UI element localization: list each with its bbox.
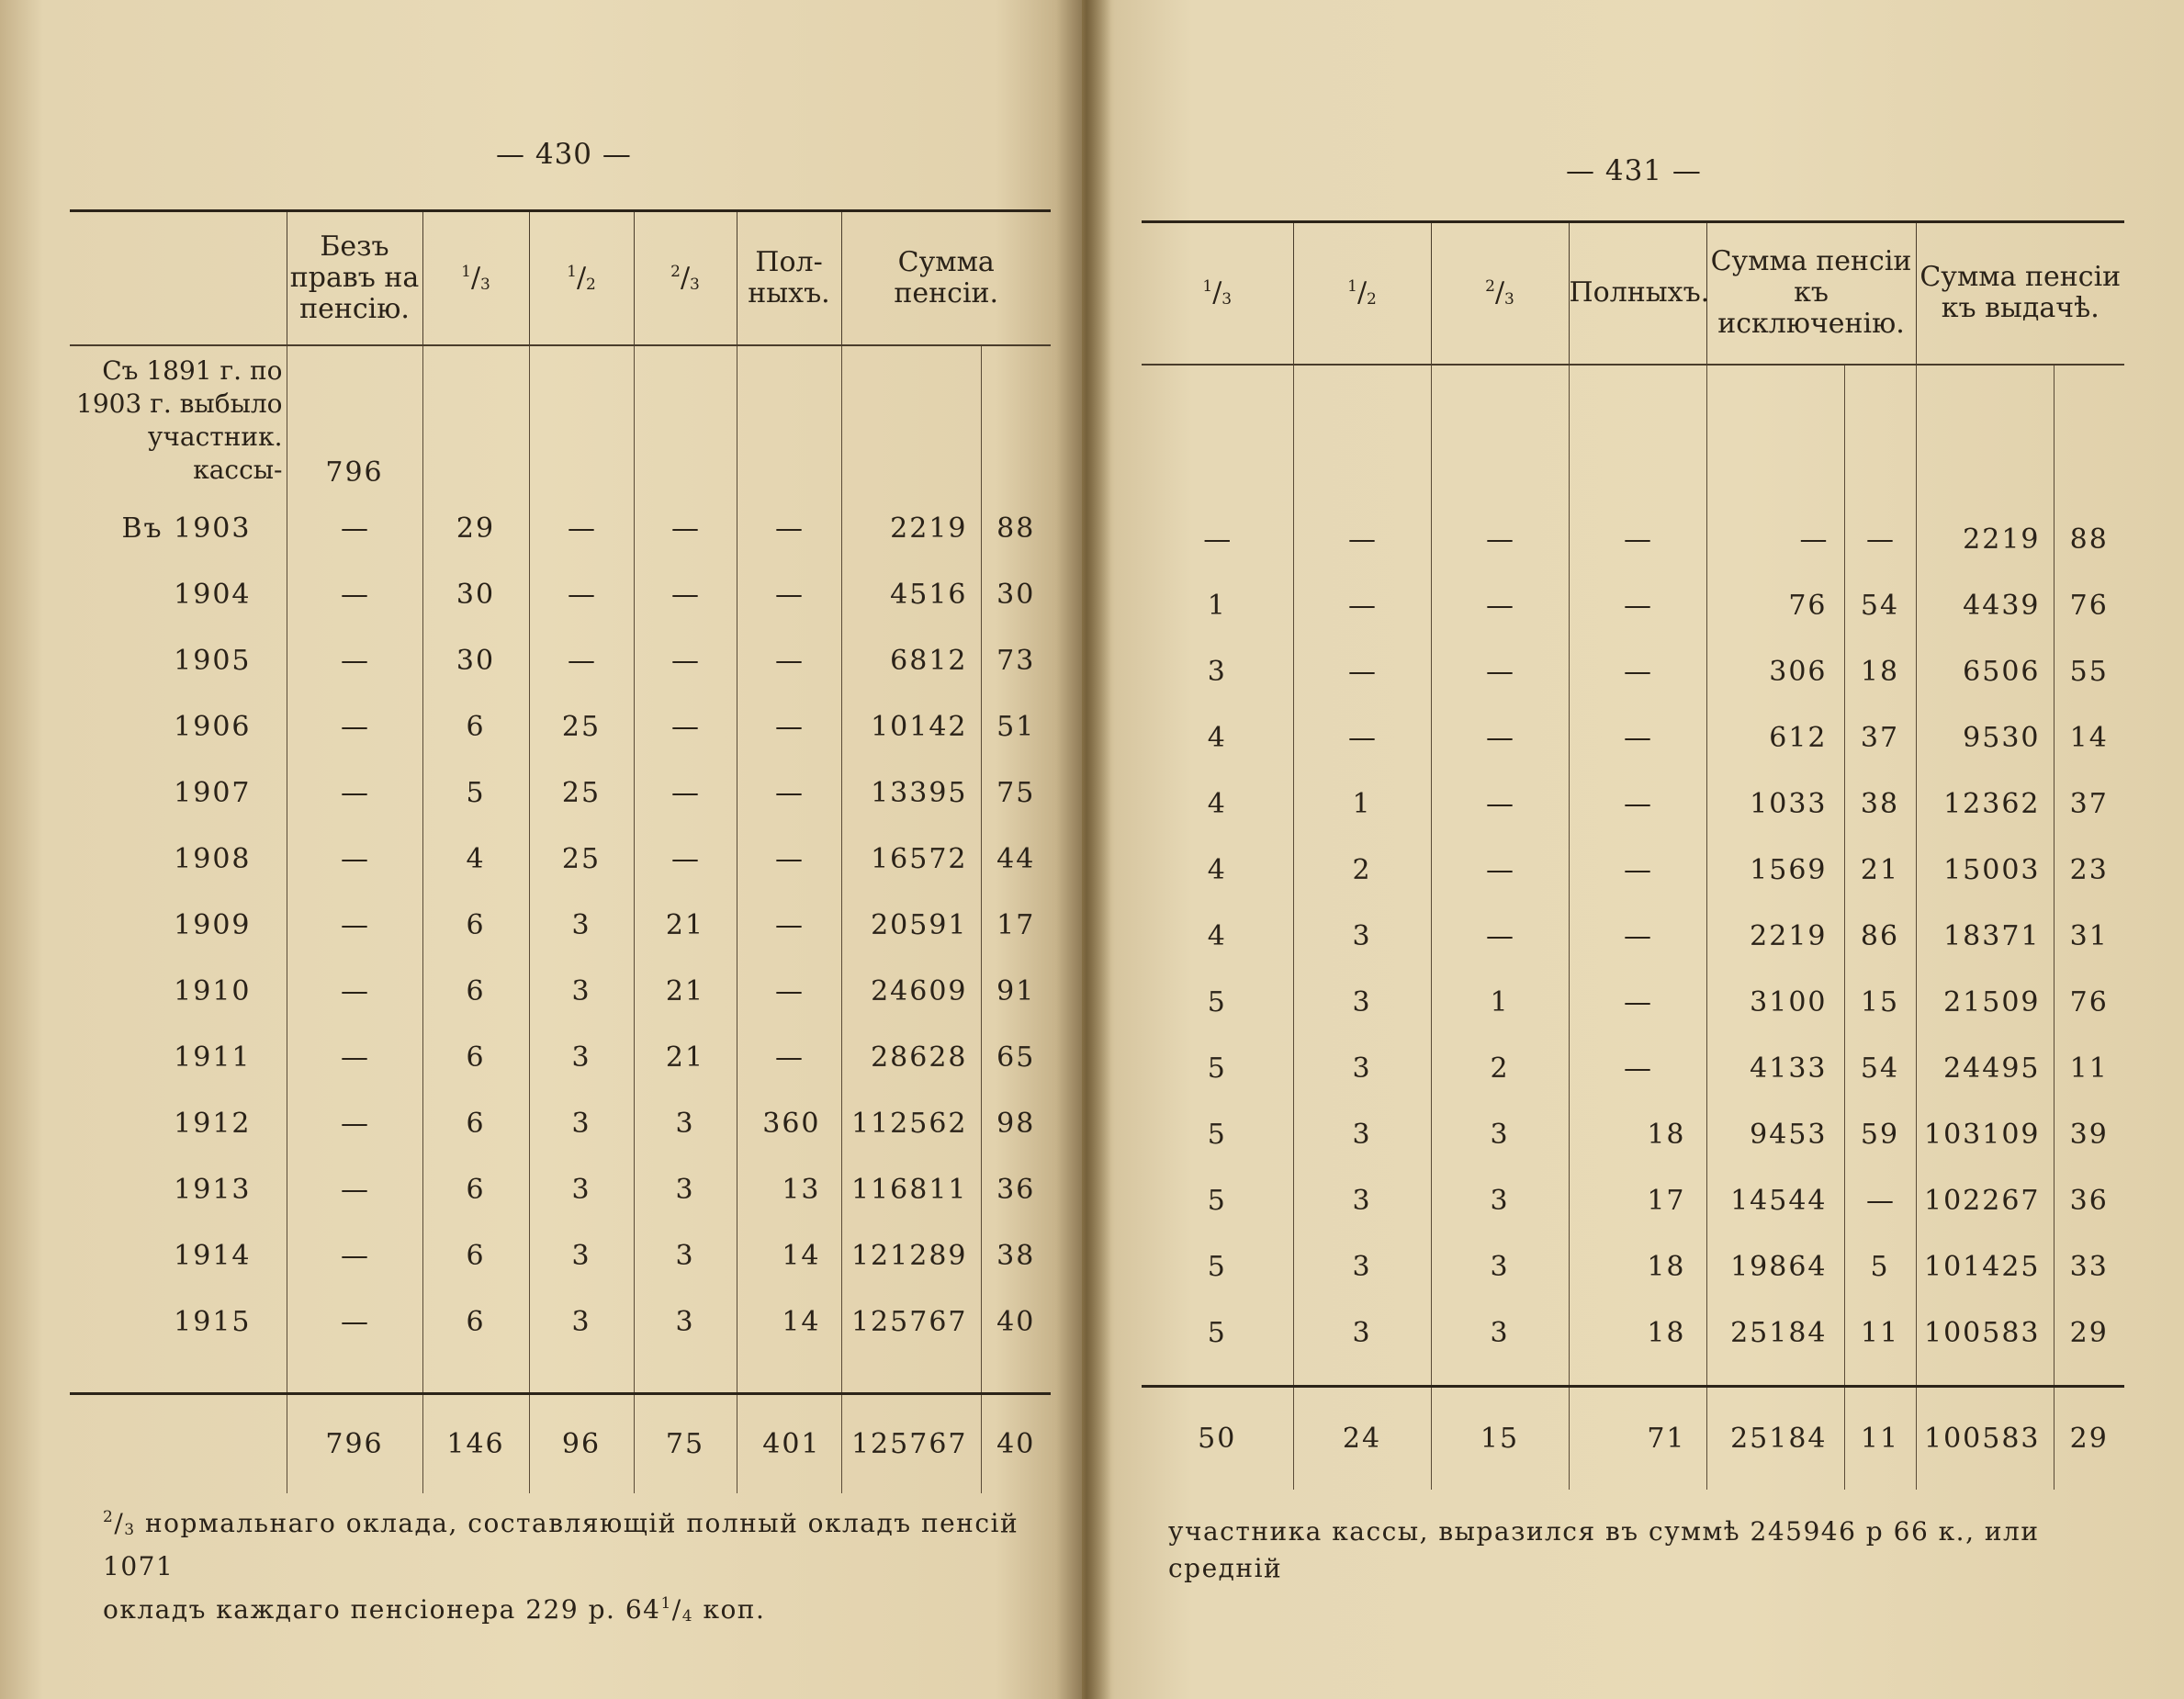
table-row: 1909 — 6 3 21 — 20591 17 (70, 893, 1051, 959)
header-one-half: $^1/_2$ (529, 211, 634, 345)
intro-label: Съ 1891 г. по 1903 г. выбыло участник. кассы- (76, 355, 283, 485)
table-row: 1914 — 6 3 3 14 121289 38 (70, 1223, 1051, 1289)
footer-line-1: $^2/_3$ нормальнаго оклада, составляющій полный окладъ пенсій 1071 (103, 1508, 1019, 1581)
pension-table-left (70, 209, 1051, 1493)
table-header (1142, 222, 2124, 365)
footer-text: участника кассы, выразился въ суммѣ 245946 р 66 к., или средній (1168, 1516, 2040, 1583)
footer-line-2: окладъ каждаго пенсіонера 229 р. $64^1/_4$ коп. (103, 1594, 766, 1626)
table-row: 5 3 1 — 3100 15 21509 76 (1142, 970, 2124, 1036)
table-row: 4 — — — 612 37 9530 14 (1142, 705, 2124, 771)
table-header (70, 211, 1051, 345)
header-one-half: $^1/_2$ (1293, 222, 1431, 365)
table-row: Въ 1903 — 29 — — — 2219 88 (70, 496, 1051, 562)
header-pension-sum: Сумма пенсіи. (841, 211, 1051, 345)
table-row: 1911 — 6 3 21 — 28628 65 (70, 1025, 1051, 1091)
intro-value: 796 (287, 345, 422, 496)
header-no-rights: Безъ правъ на пенсію. (287, 211, 422, 345)
table-row: 1913 — 6 3 3 13 116811 36 (70, 1157, 1051, 1223)
header-two-thirds: $^2/_3$ (634, 211, 737, 345)
table-row: 1908 — 4 25 — — 16572 44 (70, 827, 1051, 893)
table-row: 4 3 — — 2219 86 18371 31 (1142, 904, 2124, 970)
page-number: — 431 — (1566, 154, 1702, 187)
table-row: 1905 — 30 — — — 6812 73 (70, 628, 1051, 694)
table-row-total: 796 146 96 75 401 125767 40 (70, 1394, 1051, 1493)
table-row: — — — — — — 2219 88 (1142, 507, 2124, 573)
table-row: 5 3 2 — 4133 54 24495 11 (1142, 1036, 2124, 1102)
page-number: — 430 — (496, 138, 632, 171)
header-blank (70, 211, 287, 345)
table-row: 5 3 3 17 14544 — 102267 36 (1142, 1168, 2124, 1234)
table-row: 1906 — 6 25 — — 10142 51 (70, 694, 1051, 760)
pension-table-right (1142, 220, 2124, 1490)
table-row-total: 50 24 15 71 25184 11 100583 29 (1142, 1387, 2124, 1490)
table-row: 4 1 — — 1033 38 12362 37 (1142, 771, 2124, 838)
table-row: 1915 — 6 3 3 14 125767 40 (70, 1289, 1051, 1356)
table-row: 4 2 — — 1569 21 15003 23 (1142, 838, 2124, 904)
table-row: 1912 — 6 3 3 360 112562 98 (70, 1091, 1051, 1157)
book-gutter (1056, 0, 1111, 1699)
footer-text (103, 1499, 1058, 1635)
table-row: 3 — — — 306 18 6506 55 (1142, 639, 2124, 705)
table-row: 5 3 3 18 25184 11 100583 29 (1142, 1300, 2124, 1367)
header-pension-excluded: Сумма пенсіи къ исключенію. (1706, 222, 1916, 365)
left-page (0, 0, 1082, 1699)
header-full: Полныхъ. (1569, 222, 1706, 365)
header-two-thirds: $^2/_3$ (1431, 222, 1569, 365)
header-pension-payout: Сумма пенсіи къ выдачѣ. (1916, 222, 2124, 365)
table-row: 1910 — 6 3 21 — 24609 91 (70, 959, 1051, 1025)
table-row: 5 3 3 18 9453 59 103109 39 (1142, 1102, 2124, 1168)
header-one-third: $^1/_3$ (422, 211, 529, 345)
table-row: 1 — — — 76 54 4439 76 (1142, 573, 2124, 639)
header-full: Пол- ныхъ. (737, 211, 841, 345)
table-row: 1907 — 5 25 — — 13395 75 (70, 760, 1051, 827)
header-one-third: $^1/_3$ (1202, 276, 1233, 309)
table-row: 5 3 3 18 19864 5 101425 33 (1142, 1234, 2124, 1300)
table-row: 1904 — 30 — — — 4516 30 (70, 562, 1051, 628)
table-row-intro (70, 345, 1051, 496)
